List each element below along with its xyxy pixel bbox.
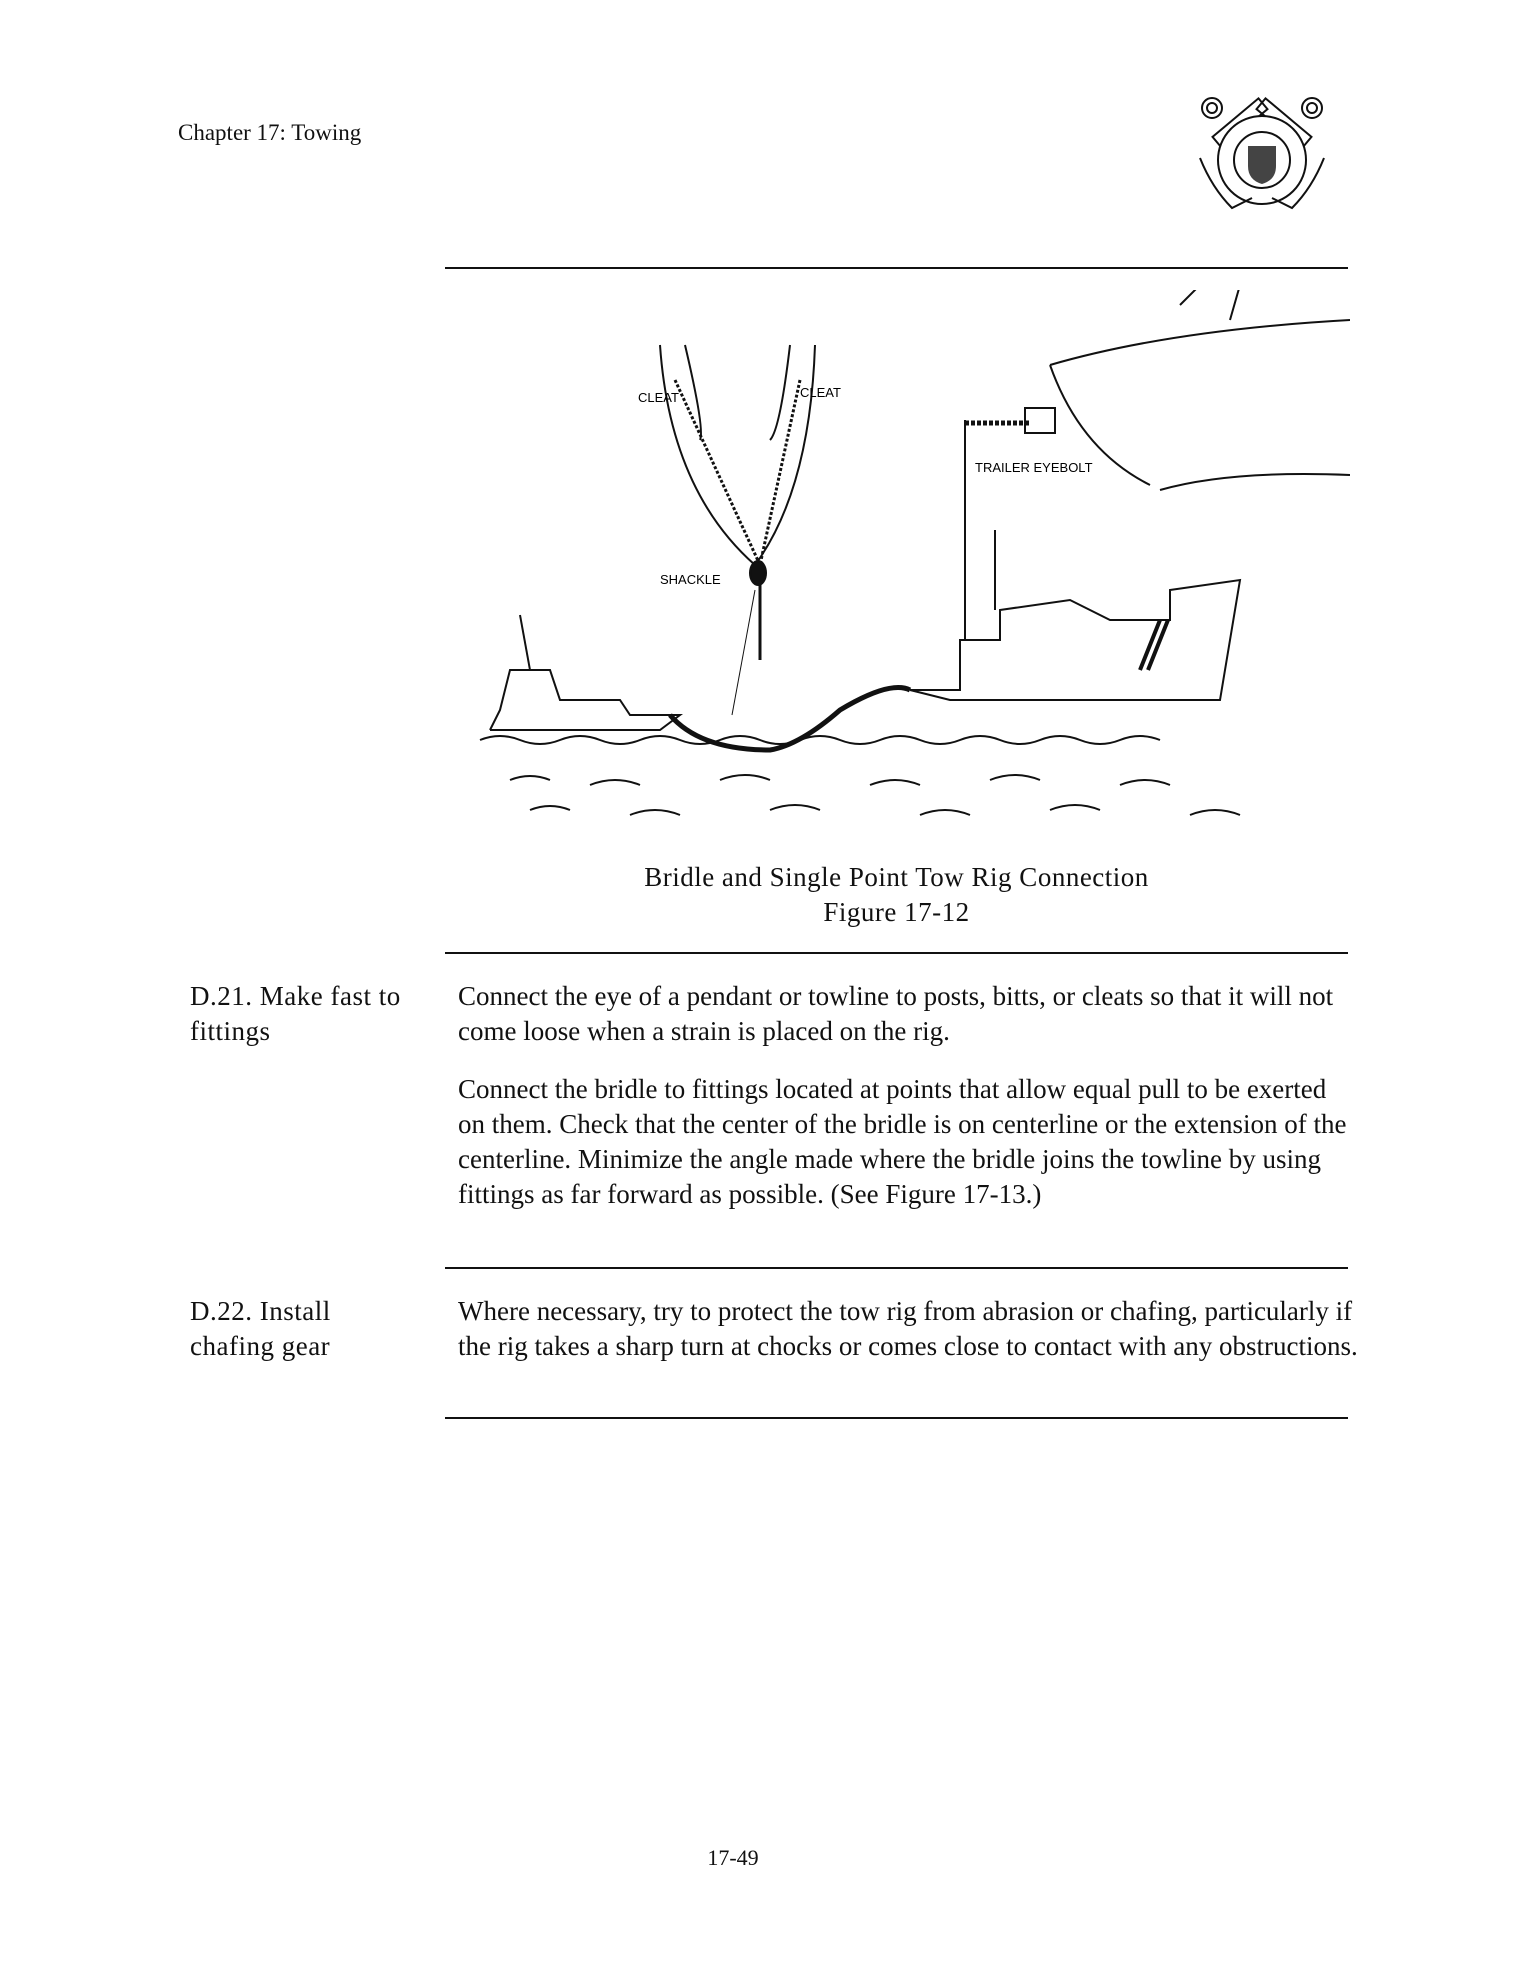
label-cleat-right: CLEAT xyxy=(800,385,841,400)
section-d21-paragraph-1: Connect the eye of a pendant or towline to posts, bitts, or cleats so that it will not come loose when a strain is placed on the rig. xyxy=(458,981,1334,1046)
label-shackle: SHACKLE xyxy=(660,572,721,587)
section-label-d22: D.22. Install chafing gear xyxy=(190,1296,331,1361)
section-d22-paragraph-1: Where necessary, try to protect the tow rig from abrasion or chafing, particularly if the rig takes a sharp turn at chocks or comes close to contact with any obstructions. xyxy=(458,1296,1358,1361)
label-cleat-left: CLEAT xyxy=(638,390,679,405)
figure-caption: Bridle and Single Point Tow Rig Connection xyxy=(644,862,1149,892)
divider xyxy=(445,267,1348,269)
divider xyxy=(445,1417,1348,1419)
divider xyxy=(445,952,1348,954)
tow-rig-illustration xyxy=(470,290,1350,850)
divider xyxy=(445,1267,1348,1269)
chapter-header: Chapter 17: Towing xyxy=(178,120,362,145)
section-label-d21: D.21. Make fast to fittings xyxy=(190,981,401,1046)
section-d21-paragraph-2: Connect the bridle to fittings located at points that allow equal pull to be exerted on them. Check that the center of the bridle is on centerline or the extension of the centerline. Minimize the angle made where the bridle joins the towline by using fittings as far forward as possible. (See Figure 17-13.) xyxy=(458,1074,1347,1209)
coast-guard-seal-logo xyxy=(1192,88,1332,228)
figure-number: Figure 17-12 xyxy=(823,897,970,927)
label-trailer-eyebolt: TRAILER EYEBOLT xyxy=(975,460,1093,475)
page-number: 17-49 xyxy=(707,1845,759,1870)
